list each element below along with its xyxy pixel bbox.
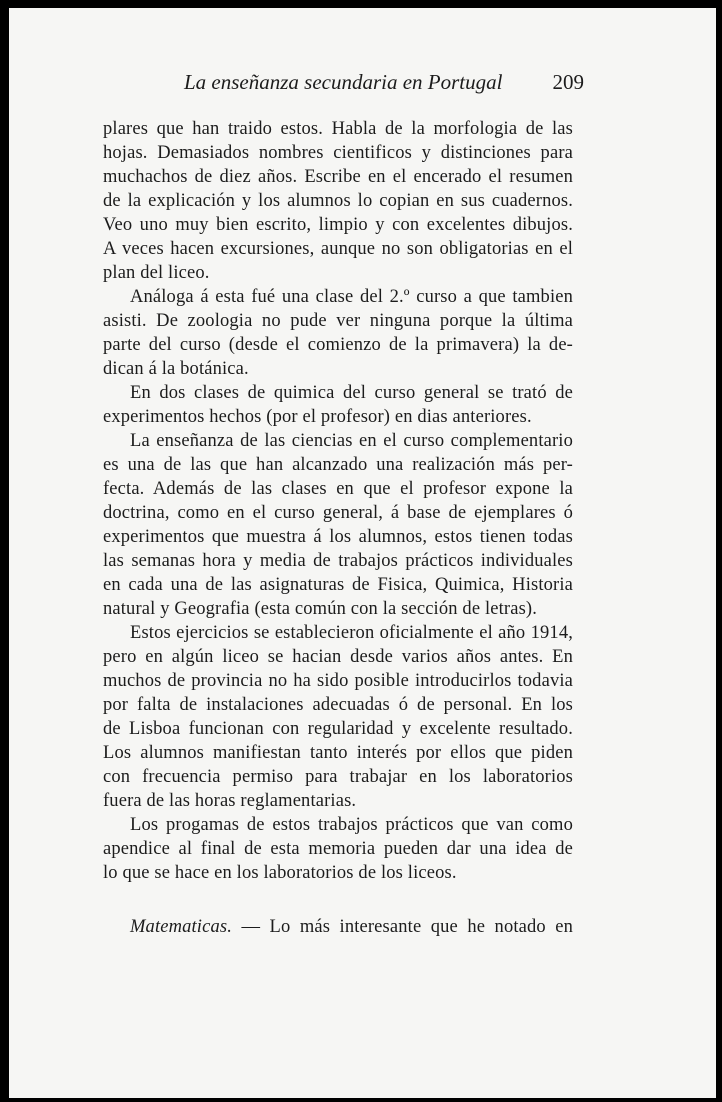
text-line: Los alumnos manifiestan tanto interés por ellos que piden	[103, 743, 573, 763]
text-line: En dos clases de quimica del curso general se trató de	[130, 383, 573, 403]
text-line: A veces hacen excursiones, aunque no son obligatorias en el	[103, 239, 573, 259]
paragraph	[103, 285, 573, 381]
paragraph	[103, 117, 573, 285]
text-line: pero en algún liceo se hacian desde varios años antes. En	[103, 647, 573, 667]
text-line: Los progamas de estos trabajos prácticos que van como	[130, 815, 573, 835]
text-line: parte del curso (desde el comienzo de la primavera) la de-	[103, 335, 573, 355]
text-line: natural y Geografia (esta común con la sección de letras).	[103, 599, 538, 619]
text-line: experimentos que muestra á los alumnos, estos tienen todas	[103, 527, 573, 547]
text-line: muchachos de diez años. Escribe en el encerado el resumen	[103, 167, 573, 187]
running-title: La enseñanza secundaria en Portugal	[184, 70, 503, 94]
paragraph	[103, 429, 573, 621]
text-line: Estos ejercicios se establecieron oficialmente el año 1914,	[130, 623, 573, 643]
section-dash: —	[232, 917, 270, 937]
text-line: dican á la botánica.	[103, 359, 249, 379]
section-paragraph	[103, 915, 573, 939]
text-line: es una de las que han alcanzado una realización más per-	[103, 455, 573, 475]
book-page	[9, 8, 716, 1098]
text-line: Veo uno muy bien escrito, limpio y con excelentes dibujos.	[103, 215, 573, 235]
text-line: en cada una de las asignaturas de Fisica, Quimica, Historia	[103, 575, 573, 595]
section-line	[103, 915, 573, 939]
section-title: Matematicas.	[130, 917, 232, 937]
text-line: hojas. Demasiados nombres cientificos y distinciones para	[103, 143, 573, 163]
paragraph	[103, 813, 573, 885]
paragraph	[103, 621, 573, 813]
text-line: fecta. Además de las clases en que el profesor expone la	[103, 479, 573, 499]
paragraph	[103, 381, 573, 429]
text-line: plan del liceo.	[103, 263, 210, 283]
page-header	[174, 70, 604, 106]
text-line: de Lisboa funcionan con regularidad y excelente resultado.	[103, 719, 573, 739]
text-line: por falta de instalaciones adecuadas ó de personal. En los	[103, 695, 573, 715]
text-line: fuera de las horas reglamentarias.	[103, 791, 357, 811]
text-line: asisti. De zoologia no pude ver ninguna porque la última	[103, 311, 573, 331]
text-line: apendice al final de esta memoria pueden dar una idea de	[103, 839, 573, 859]
section-gap	[103, 885, 573, 915]
text-line: experimentos hechos (por el profesor) en dias anteriores.	[103, 407, 532, 427]
text-line: doctrina, como en el curso general, á base de ejemplares ó	[103, 503, 573, 523]
text-line: muchos de provincia no ha sido posible introducirlos todavia	[103, 671, 573, 691]
text-line: lo que se hace en los laboratorios de los liceos.	[103, 863, 457, 883]
text-line: plares que han traido estos. Habla de la morfologia de las	[103, 119, 573, 139]
text-line: las semanas hora y media de trabajos prácticos individuales	[103, 551, 573, 571]
page-number: 209	[552, 70, 584, 94]
text-line: La enseñanza de las ciencias en el curso complementario	[130, 431, 573, 451]
text-line: con frecuencia permiso para trabajar en los laboratorios	[103, 767, 573, 787]
text-line: Análoga á esta fué una clase del 2.º curso a que tambien	[130, 287, 573, 307]
section-text: Lo más interesante que he notado en	[269, 917, 574, 937]
body-text	[103, 117, 573, 939]
text-line: de la explicación y los alumnos lo copian en sus cuadernos.	[103, 191, 573, 211]
